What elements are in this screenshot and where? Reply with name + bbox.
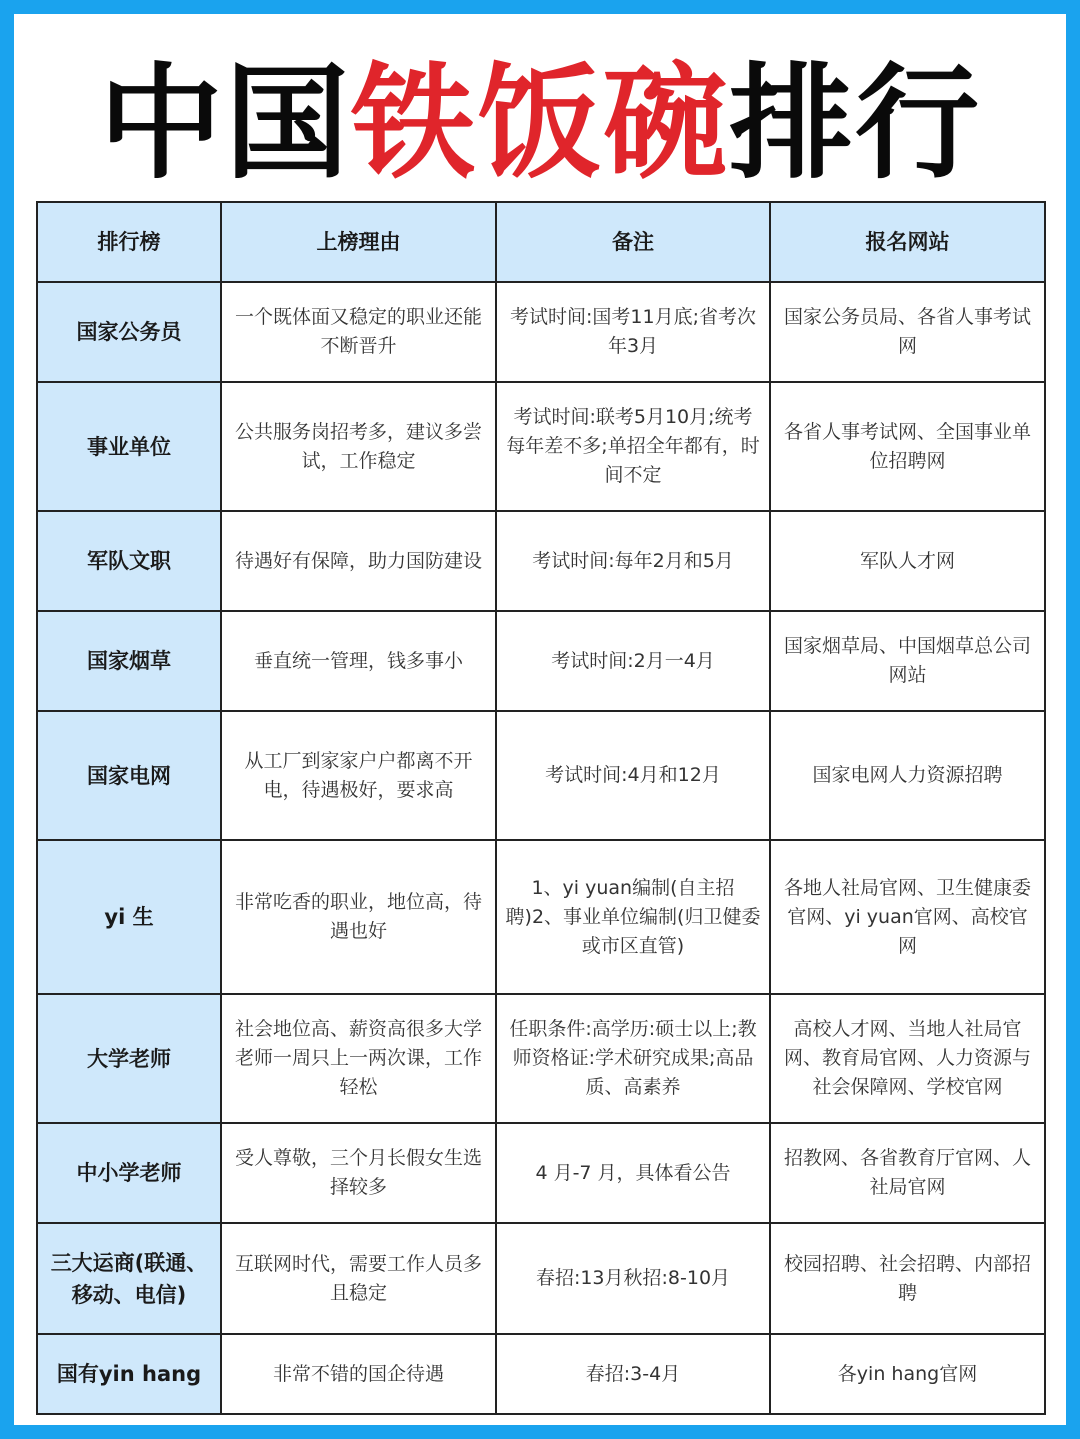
- row-reason: 一个既体面又稳定的职业还能不断晋升: [221, 282, 496, 382]
- row-site: 各yin hang官网: [770, 1334, 1045, 1414]
- table-row: [37, 711, 1045, 840]
- row-name: 国有yin hang: [37, 1334, 221, 1414]
- page-title: [14, 44, 1066, 204]
- row-name: 事业单位: [37, 382, 221, 511]
- row-note: 春招:3-4月: [496, 1334, 770, 1414]
- row-site: 各省人事考试网、全国事业单位招聘网: [770, 382, 1045, 511]
- table-row: [37, 1123, 1045, 1223]
- row-reason: 社会地位高、薪资高很多大学老师一周只上一两次课，工作轻松: [221, 994, 496, 1123]
- row-name: 国家电网: [37, 711, 221, 840]
- row-reason: 从工厂到家家户户都离不开电，待遇极好，要求高: [221, 711, 496, 840]
- row-name: 军队文职: [37, 511, 221, 611]
- table-row: [37, 1223, 1045, 1334]
- row-reason: 待遇好有保障，助力国防建设: [221, 511, 496, 611]
- table-row: [37, 994, 1045, 1123]
- row-reason: 受人尊敬，三个月长假女生选择较多: [221, 1123, 496, 1223]
- header-rank: 排行榜: [37, 202, 221, 282]
- row-site: 各地人社局官网、卫生健康委官网、yi yuan官网、高校官网: [770, 840, 1045, 994]
- row-name: 国家烟草: [37, 611, 221, 711]
- row-reason: 公共服务岗招考多，建议多尝试，工作稳定: [221, 382, 496, 511]
- table-row: [37, 511, 1045, 611]
- header-site: 报名网站: [770, 202, 1045, 282]
- row-note: 考试时间:国考11月底;省考次年3月: [496, 282, 770, 382]
- title-part-1: 中国: [98, 52, 351, 196]
- row-site: 校园招聘、社会招聘、内部招聘: [770, 1223, 1045, 1334]
- row-reason: 互联网时代，需要工作人员多且稳定: [221, 1223, 496, 1334]
- table-row: [37, 1334, 1045, 1414]
- table-row: [37, 282, 1045, 382]
- row-reason: 非常吃香的职业，地位高，待遇也好: [221, 840, 496, 994]
- title-part-3: 排行: [729, 52, 982, 196]
- table-row: [37, 382, 1045, 511]
- table-row: [37, 840, 1045, 994]
- row-reason: 垂直统一管理，钱多事小: [221, 611, 496, 711]
- row-note: 考试时间:4月和12月: [496, 711, 770, 840]
- row-note: 任职条件:高学历:硕士以上;教师资格证:学术研究成果;高品质、高素养: [496, 994, 770, 1123]
- row-note: 1、yi yuan编制(自主招聘)2、事业单位编制(归卫健委或市区直管): [496, 840, 770, 994]
- row-note: 考试时间:每年2月和5月: [496, 511, 770, 611]
- title-part-2: 铁饭碗: [350, 52, 729, 196]
- row-name: 大学老师: [37, 994, 221, 1123]
- table-row: [37, 611, 1045, 711]
- header-note: 备注: [496, 202, 770, 282]
- poster-card: [14, 14, 1066, 1425]
- row-note: 考试时间:联考5月10月;统考每年差不多;单招全年都有，时间不定: [496, 382, 770, 511]
- ranking-table: [36, 201, 1046, 1415]
- row-name: 国家公务员: [37, 282, 221, 382]
- row-name: 三大运商(联通、移动、电信): [37, 1223, 221, 1334]
- table-header-row: [37, 202, 1045, 282]
- row-note: 考试时间:2月一4月: [496, 611, 770, 711]
- row-site: 招教网、各省教育厅官网、人社局官网: [770, 1123, 1045, 1223]
- row-note: 4 月-7 月，具体看公告: [496, 1123, 770, 1223]
- row-reason: 非常不错的国企待遇: [221, 1334, 496, 1414]
- row-note: 春招:13月秋招:8-10月: [496, 1223, 770, 1334]
- row-site: 国家公务员局、各省人事考试网: [770, 282, 1045, 382]
- header-reason: 上榜理由: [221, 202, 496, 282]
- row-site: 国家烟草局、中国烟草总公司网站: [770, 611, 1045, 711]
- row-site: 国家电网人力资源招聘: [770, 711, 1045, 840]
- row-name: 中小学老师: [37, 1123, 221, 1223]
- row-site: 高校人才网、当地人社局官网、教育局官网、人力资源与社会保障网、学校官网: [770, 994, 1045, 1123]
- row-name: yi 生: [37, 840, 221, 994]
- row-site: 军队人才网: [770, 511, 1045, 611]
